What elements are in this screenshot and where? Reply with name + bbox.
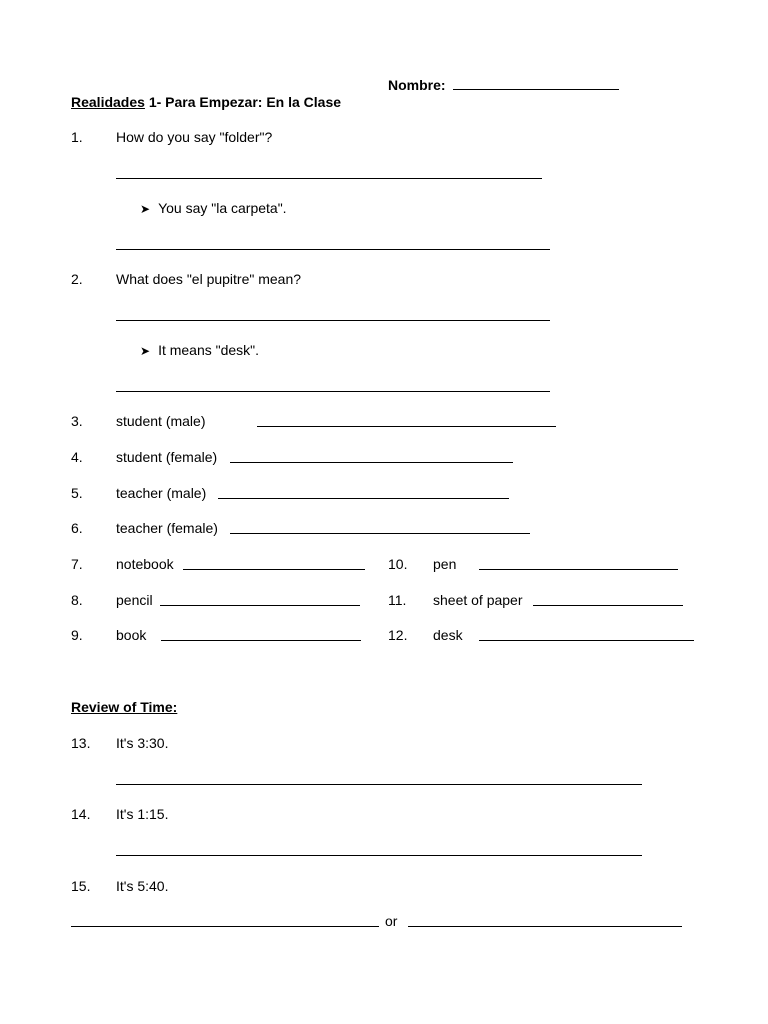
q15-answer-line-2[interactable] — [408, 926, 682, 927]
q9-number: 9. — [71, 627, 83, 643]
q2-answer-row — [140, 342, 259, 359]
q15-number: 15. — [71, 878, 91, 894]
q3-blank[interactable] — [257, 426, 556, 427]
q2-number: 2. — [71, 271, 83, 287]
q5-number: 5. — [71, 485, 83, 501]
q3-text: student (male) — [116, 413, 206, 429]
name-blank[interactable] — [453, 76, 619, 90]
q10-text: pen — [433, 556, 457, 572]
q6-blank[interactable] — [230, 533, 530, 534]
q9-text: book — [116, 627, 147, 643]
q12-blank[interactable] — [479, 640, 694, 641]
q7-number: 7. — [71, 556, 83, 572]
q1-number: 1. — [71, 129, 83, 145]
q7-blank[interactable] — [183, 569, 365, 570]
arrow-bullet-icon: ➤ — [140, 202, 151, 216]
q1-answer: You say "la carpeta". — [158, 200, 287, 216]
title-rest: 1- Para Empezar: En la Clase — [148, 94, 342, 110]
book-title: Realidades — [71, 94, 145, 110]
q13-answer-line[interactable] — [116, 784, 642, 785]
q10-number: 10. — [388, 556, 408, 572]
q13-number: 13. — [71, 735, 91, 751]
q14-text: It's 1:15. — [116, 806, 169, 822]
q15-text: It's 5:40. — [116, 878, 169, 894]
q2-text: What does "el pupitre" mean? — [116, 271, 302, 287]
q4-blank[interactable] — [230, 462, 513, 463]
q9-blank[interactable] — [161, 640, 361, 641]
q5-text: teacher (male) — [116, 485, 207, 501]
q14-answer-line[interactable] — [116, 855, 642, 856]
q6-text: teacher (female) — [116, 520, 218, 536]
q1-answer-row — [140, 200, 287, 217]
q4-number: 4. — [71, 449, 83, 465]
q8-blank[interactable] — [160, 605, 360, 606]
name-field-row — [388, 76, 619, 93]
q4-text: student (female) — [116, 449, 218, 465]
name-label: Nombre: — [388, 77, 446, 93]
q2-answer: It means "desk". — [158, 342, 260, 358]
or-label: or — [385, 913, 398, 929]
q11-number: 11. — [388, 592, 407, 608]
time-section-heading: Review of Time: — [71, 699, 178, 715]
q2-answer-line-2[interactable] — [116, 391, 550, 392]
q13-text: It's 3:30. — [116, 735, 169, 751]
worksheet-title — [71, 94, 341, 110]
q12-text: desk — [433, 627, 463, 643]
q1-answer-line-2[interactable] — [116, 249, 550, 250]
q7-text: notebook — [116, 556, 174, 572]
q11-text: sheet of paper — [433, 592, 523, 608]
arrow-bullet-icon: ➤ — [140, 344, 151, 358]
q3-number: 3. — [71, 413, 83, 429]
q8-number: 8. — [71, 592, 83, 608]
q14-number: 14. — [71, 806, 91, 822]
q1-text: How do you say "folder"? — [116, 129, 273, 145]
q2-answer-line-1[interactable] — [116, 320, 550, 321]
q15-answer-line-1[interactable] — [71, 926, 379, 927]
q5-blank[interactable] — [218, 498, 509, 499]
q1-answer-line-1[interactable] — [116, 178, 542, 179]
q10-blank[interactable] — [479, 569, 678, 570]
q8-text: pencil — [116, 592, 153, 608]
q11-blank[interactable] — [533, 605, 683, 606]
q6-number: 6. — [71, 520, 83, 536]
q12-number: 12. — [388, 627, 408, 643]
